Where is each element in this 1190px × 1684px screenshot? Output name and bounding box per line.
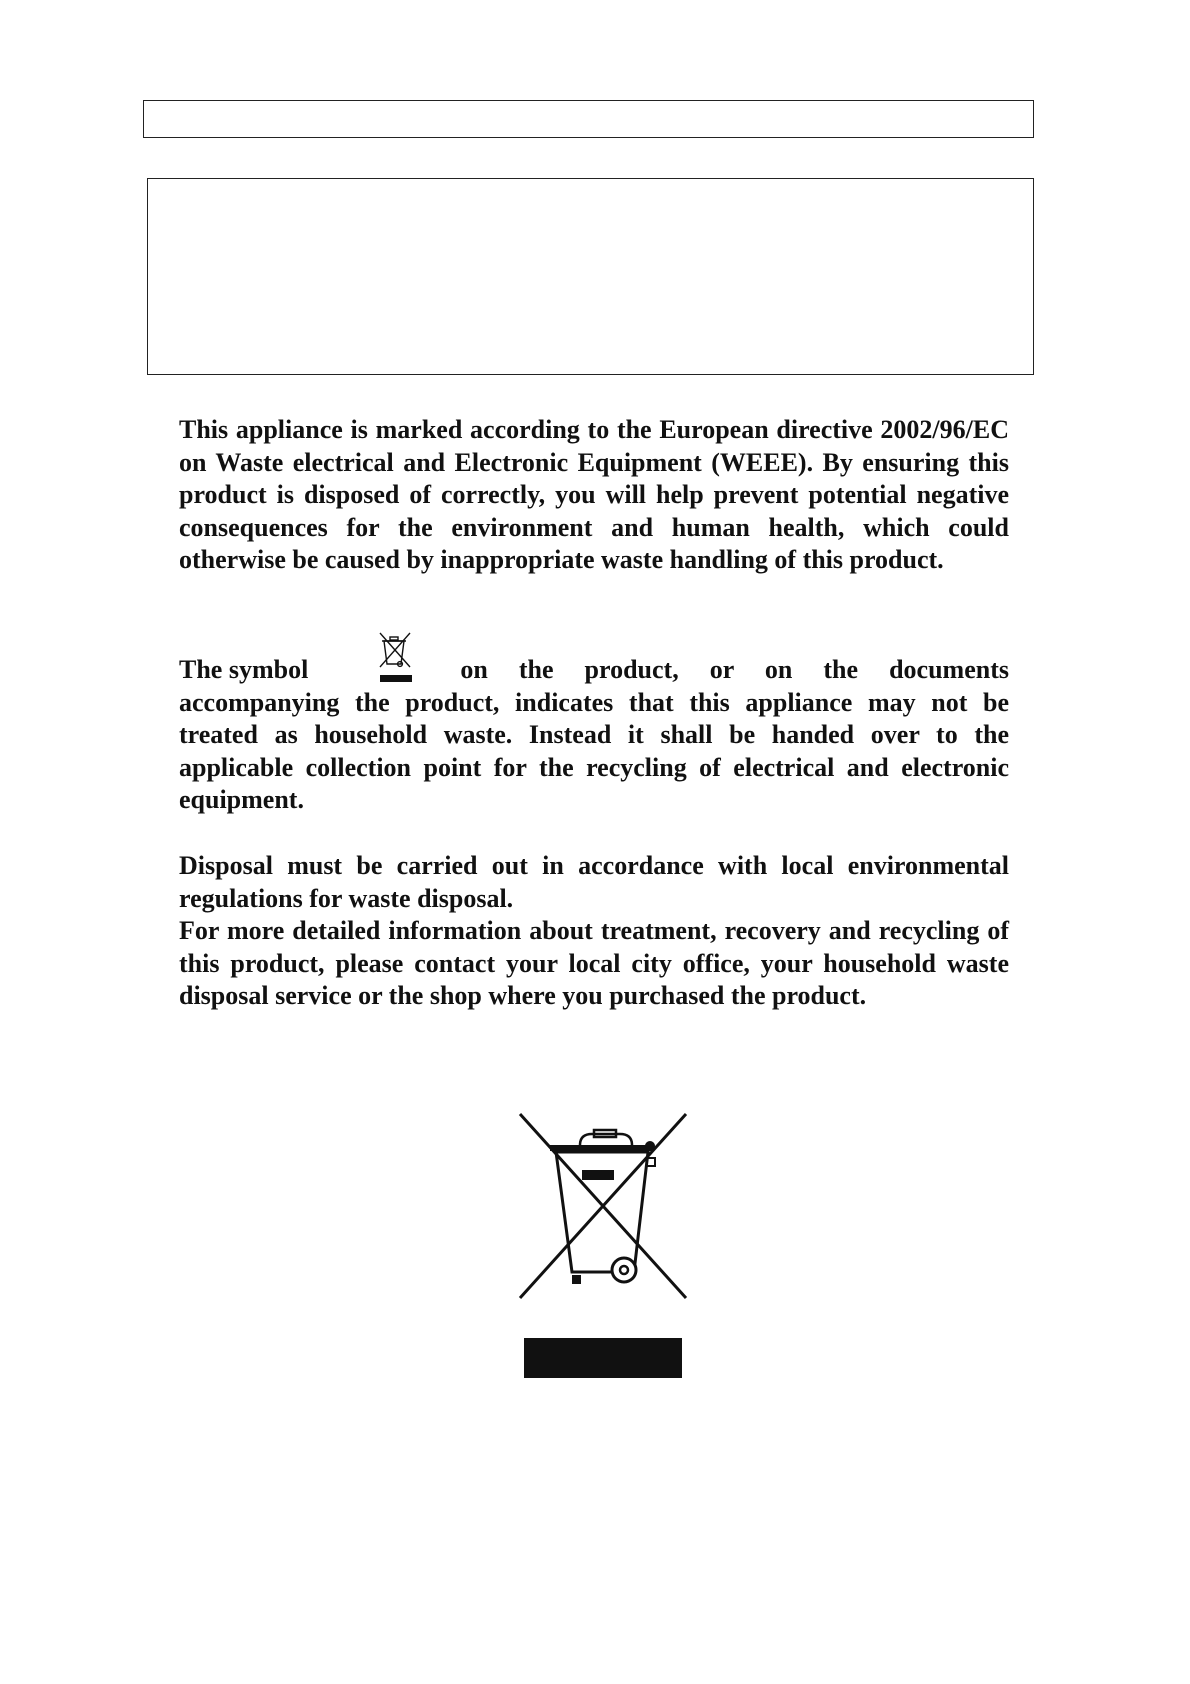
symbol-after-text: on the product, or on the documents [460, 655, 1009, 684]
weee-crossed-bin-icon [374, 631, 414, 687]
weee-crossed-bin-icon [516, 1112, 690, 1382]
symbol-lead-text: The symbol [179, 655, 309, 684]
symbol-line [179, 654, 1009, 687]
disposal-regulations-text: Disposal must be carried out in accordance with local environmental regulations for waste disposal. [179, 851, 1009, 913]
symbol-explanation-rest: accompanying the product, indicates that this appliance may not be treated as household waste. Instead it shall be handed over to the applicable collection point for the recycling of electrical and electronic equipment. [179, 687, 1009, 815]
weee-directive-paragraph: This appliance is marked according to the European directive 2002/96/EC on Waste electrical and Electronic Equipment (WEEE). By ensuring this product is disposed of correctly, you will help prevent potential negative consequences for the environment and human health, which could otherwise be caused by inappropriate waste handling of this product. [179, 415, 1009, 575]
inline-weee-icon-wrap [374, 655, 414, 687]
symbol-explanation-paragraph [179, 654, 1009, 817]
disposal-paragraph [179, 850, 1009, 1013]
contact-information-text: For more detailed information about treatment, recovery and recycling of this product, please contact your local city office, your household waste disposal service or the shop where you purchased the product. [179, 916, 1009, 1011]
notice-box [147, 178, 1034, 375]
header-box [143, 100, 1034, 138]
